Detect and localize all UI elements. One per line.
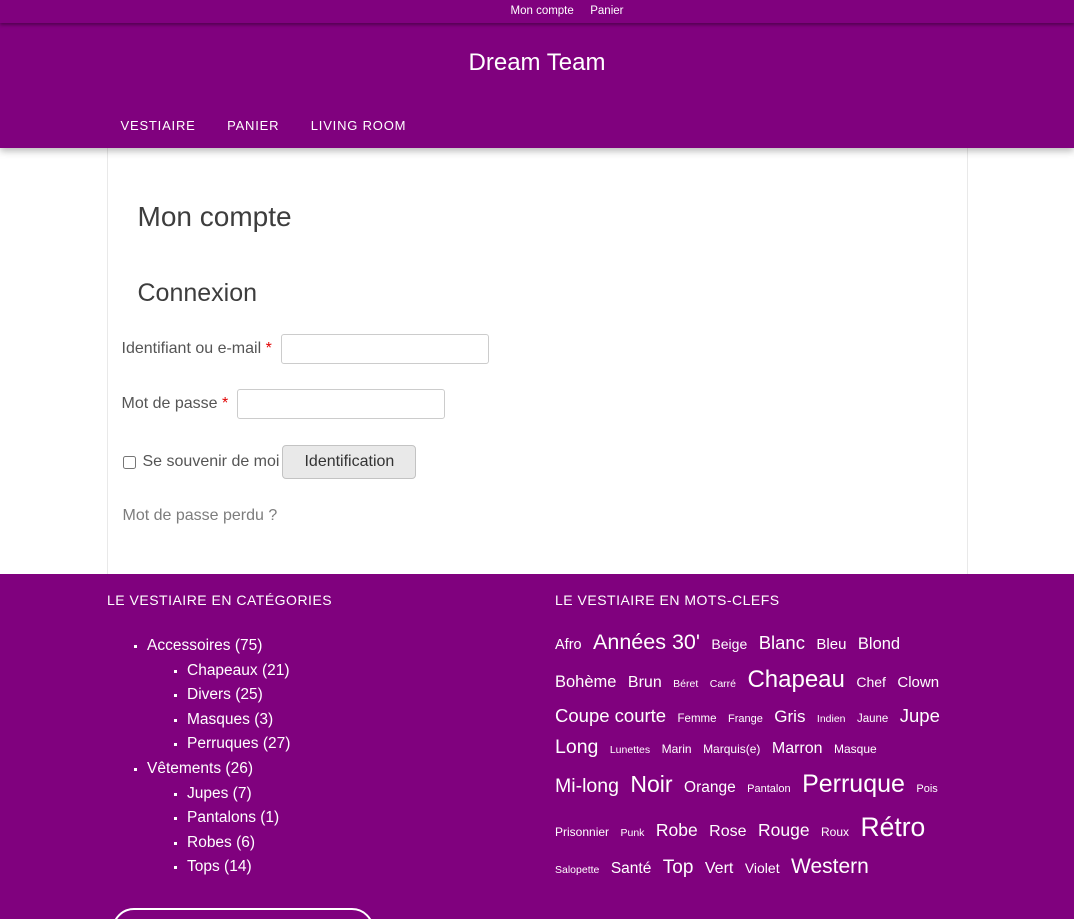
tag-link[interactable]: Vert	[704, 859, 734, 877]
tags-widget-title: LE VESTIAIRE EN MOTS-CLEFS	[555, 592, 780, 608]
nav-item-vestiaire[interactable]: VESTIAIRE	[120, 118, 196, 133]
tag-link[interactable]: Marin	[661, 741, 692, 756]
tag-link[interactable]: Masque	[834, 741, 877, 756]
category-link[interactable]: Tops	[187, 858, 220, 876]
tag-link[interactable]: Rétro	[860, 811, 926, 842]
category-link[interactable]: Jupes	[187, 784, 229, 802]
tag-link[interactable]: Chapeau	[747, 665, 845, 693]
main-content	[0, 148, 1074, 574]
tag-link[interactable]: Chef	[856, 673, 886, 690]
site-header	[0, 23, 1074, 148]
tag-link[interactable]: Indien	[816, 712, 846, 725]
tag-link[interactable]: Afro	[555, 637, 582, 653]
category-link[interactable]: Masques	[187, 710, 250, 728]
tag-link[interactable]: Jupe	[899, 704, 940, 726]
remember-row	[122, 445, 953, 479]
tag-cloud	[555, 625, 959, 885]
category-link[interactable]: Perruques	[187, 735, 259, 753]
tag-link[interactable]: Béret	[673, 677, 699, 690]
category-item: ▪ Jupes (7)	[187, 782, 519, 807]
required-asterisk: *	[222, 395, 229, 412]
tag-link[interactable]: Rouge	[757, 819, 810, 840]
topbar-link-panier[interactable]: Panier	[590, 5, 624, 17]
category-link[interactable]: Divers	[187, 686, 231, 704]
username-label-text: Identifiant ou e-mail	[121, 340, 262, 357]
categories-widget-title: LE VESTIAIRE EN CATÉGORIES	[107, 592, 333, 608]
account-card	[107, 148, 968, 574]
category-item: ▪ Masques (3)	[187, 708, 519, 733]
tag-link[interactable]: Prisonnier	[555, 824, 610, 839]
categories-list	[107, 634, 519, 880]
site-title-link[interactable]: Dream Team	[468, 49, 606, 76]
tag-link[interactable]: Blanc	[758, 632, 805, 653]
main-nav	[107, 117, 968, 148]
category-link[interactable]: Chapeaux	[187, 661, 258, 679]
tag-link[interactable]: Clown	[897, 673, 940, 691]
tag-link[interactable]: Roux	[821, 824, 850, 839]
tag-link[interactable]: Perruque	[802, 770, 905, 799]
remember-checkbox[interactable]	[123, 456, 136, 469]
tag-link[interactable]: Top	[662, 856, 694, 878]
login-section-title: Connexion	[137, 279, 258, 307]
category-link[interactable]: Vêtements	[147, 759, 222, 777]
tag-link[interactable]: Violet	[744, 859, 780, 876]
category-link[interactable]: Accessoires	[147, 637, 231, 654]
tag-link[interactable]: Robe	[655, 819, 698, 840]
tag-link[interactable]: Mi-long	[555, 775, 619, 798]
tag-link[interactable]: Orange	[684, 779, 736, 797]
site-footer	[0, 574, 1074, 919]
category-item: ▪ Vêtements (26) ▪ Jupes (7) ▪ Pantalons (1) ▪ Robes (6) ▪ Tops (14)	[147, 757, 519, 880]
tag-link[interactable]: Noir	[630, 771, 673, 798]
login-form	[122, 334, 953, 525]
category-sublist	[147, 659, 519, 757]
password-row	[122, 389, 953, 419]
category-item: ▪ Perruques (27)	[187, 732, 519, 757]
category-sublist	[147, 782, 519, 880]
required-asterisk: *	[265, 340, 272, 357]
category-item: ▪ Divers (25)	[187, 683, 519, 708]
tag-link[interactable]: Bohème	[555, 672, 617, 691]
topbar-link-mon-compte[interactable]: Mon compte	[510, 5, 574, 17]
tag-link[interactable]: Carré	[709, 677, 736, 690]
topbar-nav	[505, 0, 630, 23]
tag-link[interactable]: Brun	[627, 673, 662, 691]
username-row	[122, 334, 953, 364]
footer-search-input[interactable]	[112, 908, 374, 919]
category-link[interactable]: Robes	[187, 833, 232, 851]
tag-link[interactable]: Long	[555, 735, 599, 758]
tag-link[interactable]: Punk	[620, 826, 645, 839]
tag-link[interactable]: Pois	[916, 783, 938, 796]
category-item: ▪ Accessoires (75) ▪ Chapeaux (21) ▪ Divers (25) ▪ Masques (3) ▪ Perruques (27)	[147, 634, 519, 757]
tag-link[interactable]: Marquis(e)	[703, 741, 761, 756]
tag-link[interactable]: Bleu	[816, 636, 847, 653]
tag-link[interactable]: Jaune	[856, 712, 889, 725]
page-title: Mon compte	[137, 201, 292, 232]
tag-link[interactable]: Rose	[709, 822, 747, 840]
username-input[interactable]	[281, 334, 489, 364]
remember-label[interactable]: Se souvenir de moi	[142, 453, 280, 470]
tag-link[interactable]: Années 30'	[593, 630, 700, 654]
username-label	[122, 340, 272, 358]
branding	[0, 23, 1074, 78]
password-input[interactable]	[237, 389, 445, 419]
login-button[interactable]: Identification	[282, 445, 416, 479]
tag-link[interactable]: Femme	[677, 712, 717, 725]
category-link[interactable]: Pantalons	[187, 809, 256, 827]
password-label-text: Mot de passe	[121, 395, 218, 412]
tag-link[interactable]: Gris	[774, 706, 806, 726]
category-item: ▪ Chapeaux (21)	[187, 659, 519, 684]
tag-link[interactable]: Pantalon	[747, 783, 791, 796]
tag-link[interactable]: Marron	[771, 739, 823, 757]
nav-item-panier[interactable]: PANIER	[227, 118, 280, 133]
topbar	[0, 0, 1074, 23]
category-item: ▪ Robes (6)	[187, 831, 519, 856]
tag-link[interactable]: Beige	[711, 636, 748, 652]
tag-link[interactable]: Western	[791, 854, 869, 878]
lost-password-link[interactable]: Mot de passe perdu ?	[122, 507, 278, 524]
tag-link[interactable]: Salopette	[555, 863, 600, 876]
nav-item-living-room[interactable]: LIVING ROOM	[310, 118, 407, 133]
categories-widget	[107, 592, 519, 919]
tag-link[interactable]: Lunettes	[609, 743, 651, 756]
footer-columns	[107, 592, 967, 919]
tags-widget	[555, 592, 967, 919]
tag-link[interactable]: Blond	[857, 635, 901, 653]
tag-link[interactable]: Frange	[727, 712, 763, 725]
category-item: ▪ Tops (14)	[187, 855, 519, 880]
tag-link[interactable]: Santé	[610, 859, 652, 877]
tag-link[interactable]: Coupe courte	[555, 704, 667, 726]
password-label	[122, 395, 229, 413]
category-item: ▪ Pantalons (1)	[187, 806, 519, 831]
